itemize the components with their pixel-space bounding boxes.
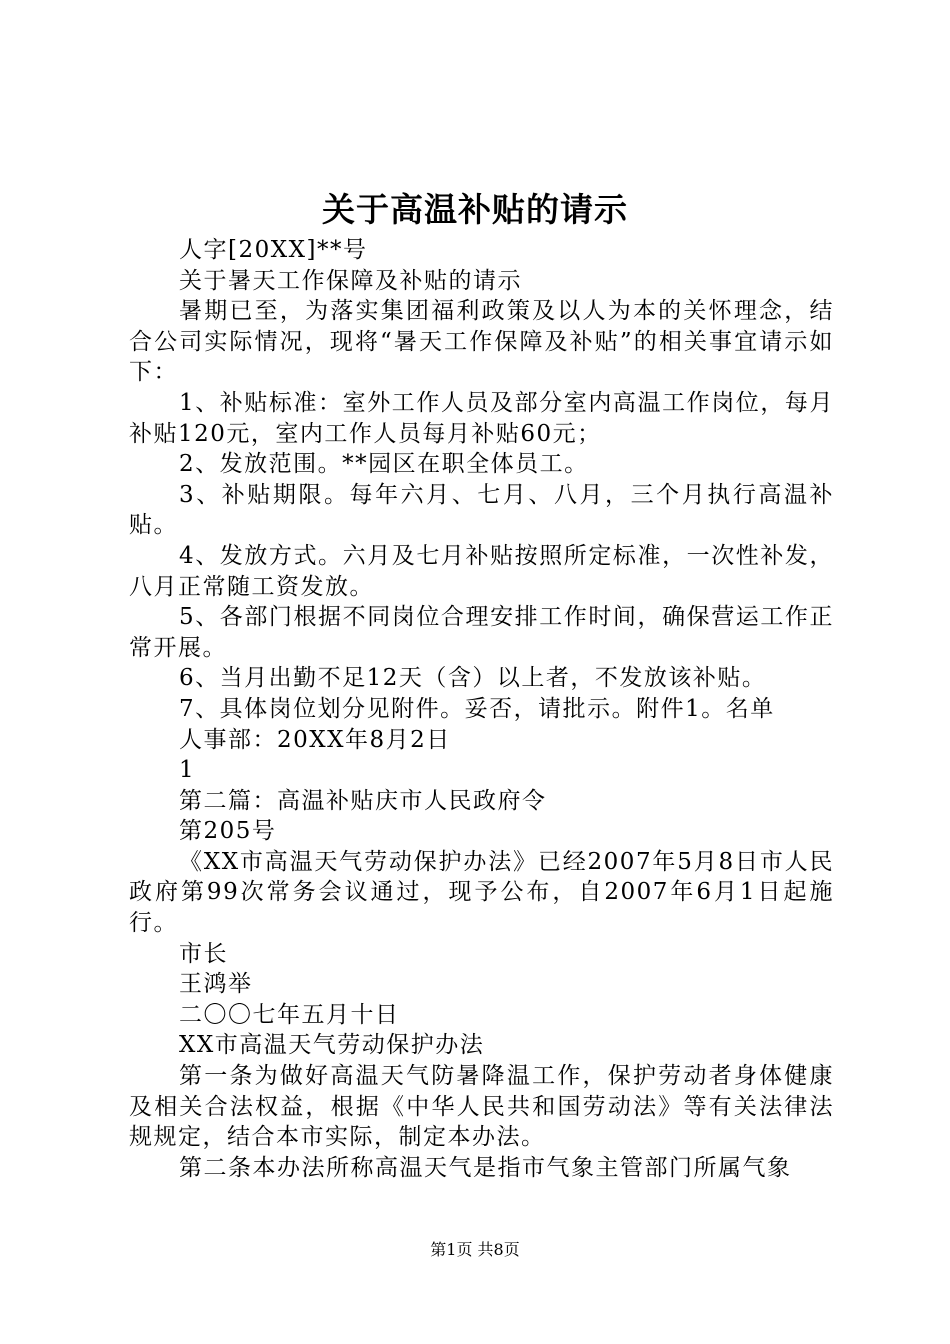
item-scheduling: 5、各部门根据不同岗位合理安排工作时间，确保营运工作正常开展。 bbox=[129, 604, 834, 661]
mayor-title: 市长 bbox=[179, 940, 228, 967]
regulation-title: XX市高温天气劳动保护办法 bbox=[179, 1032, 485, 1059]
item-attachment: 7、具体岗位划分见附件。妥否，请批示。附件1。名单 bbox=[179, 695, 775, 722]
item-period: 3、补贴期限。每年六月、七月、八月，三个月执行高温补贴。 bbox=[129, 481, 834, 539]
item-payment-method: 4、发放方式。六月及七月补贴按照所定标准，一次性补发，八月正常随工资发放。 bbox=[129, 542, 834, 600]
decree-announcement: 《XX市高温天气劳动保护办法》已经2007年5月8日市人民政府第99次常务会议通过，现予公布，自2007年6月1日起施行。 bbox=[129, 848, 834, 937]
second-part-heading: 第二篇：高温补贴庆市人民政府令 bbox=[179, 787, 547, 814]
item-attendance: 6、当月出勤不足12天（含）以上者，不发放该补贴。 bbox=[179, 665, 767, 692]
request-subject: 关于暑天工作保障及补贴的请示 bbox=[179, 267, 522, 294]
doc-number: 人字[20XX]**号 bbox=[179, 237, 368, 263]
intro-paragraph: 暑期已至，为落实集团福利政策及以人为本的关怀理念，结合公司实际情况，现将“暑天工作保障及补贴”的相关事宜请示如下： bbox=[129, 298, 834, 386]
document-title: 关于高温补贴的请示 bbox=[322, 190, 628, 229]
decree-number: 第205号 bbox=[179, 818, 277, 845]
page-footer: 第1页 共8页 bbox=[430, 1240, 520, 1259]
section-number: 1 bbox=[179, 757, 196, 784]
document-body bbox=[129, 235, 834, 1183]
mayor-name: 王鸿举 bbox=[179, 971, 253, 998]
item-subsidy-standard: 1、补贴标准：室外工作人员及部分室内高温工作岗位，每月补贴120元，室内工作人员每月补贴60元； bbox=[129, 389, 834, 447]
item-scope: 2、发放范围。**园区在职全体员工。 bbox=[179, 451, 589, 478]
decree-date: 二〇〇七年五月十日 bbox=[179, 1001, 400, 1028]
article-two: 第二条本办法所称高温天气是指市气象主管部门所属气象 bbox=[179, 1154, 792, 1181]
article-one: 第一条为做好高温天气防暑降温工作，保护劳动者身体健康及相关合法权益，根据《中华人民共和国劳动法》等有关法律法规规定，结合本市实际，制定本办法。 bbox=[129, 1063, 834, 1151]
signature-date: 人事部：20XX年8月2日 bbox=[179, 726, 451, 753]
